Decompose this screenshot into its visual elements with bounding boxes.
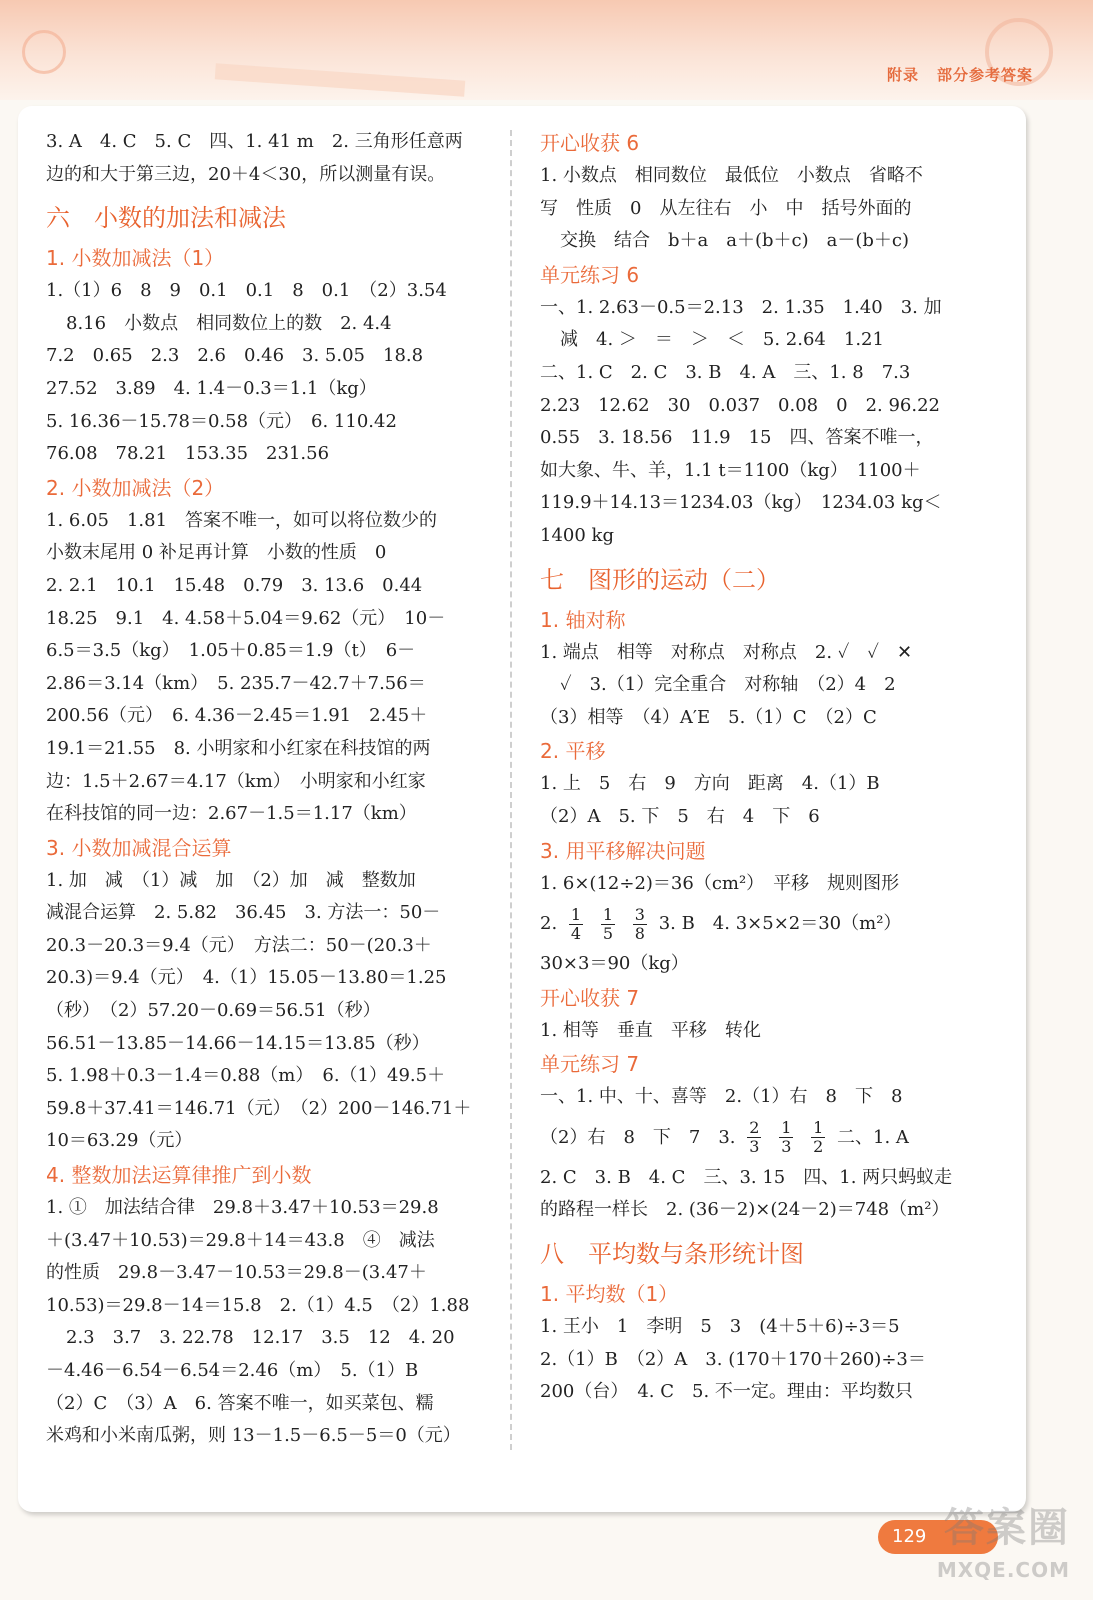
section-title: 2. 小数加减法（2） [46, 475, 225, 500]
text-line: 减 4. ＞ ＝ ＞ ＜ 5. 2.64 1.21 [560, 329, 884, 351]
text-line: －4.46－6.54－6.54＝2.46（m） 5.（1）B [46, 1360, 419, 1381]
section-title: 1. 平均数（1） [540, 1282, 679, 1307]
section-title: 4. 整数加法运算律推广到小数 [46, 1163, 312, 1188]
text-fragment: 3. B 4. 3×5×2＝30（m²） [658, 913, 902, 935]
text-line: 10.53)＝29.8－14＝15.8 2.（1）4.5 （2）1.88 [46, 1294, 470, 1316]
text-line: 76.08 78.21 153.35 231.56 [46, 443, 330, 465]
text-line: 1. 加 减 （1）减 加 （2）加 减 整数加 [46, 869, 416, 891]
text-line: 10＝63.29（元） [46, 1130, 193, 1152]
text-line: 27.52 3.89 4. 1.4－0.3＝1.1（kg） [46, 377, 377, 399]
text-line: 的路程一样长 2. (36－2)×(24－2)＝748（m²） [540, 1199, 950, 1221]
text-line: 20.3)＝9.4（元） 4.（1）15.05－13.80＝1.25 [46, 967, 447, 989]
header-appendix: 附录 [886, 66, 919, 84]
numerator: 1 [602, 904, 614, 924]
section-title: 开心收获 6 [540, 131, 640, 155]
text-line: 1. 端点 相等 对称点 对称点 2. ✓ ✓ ✕ [540, 641, 913, 663]
text-line: ✓ 3.（1）完全重合 对称轴 （2）4 2 [560, 674, 896, 696]
section-title: 3. 用平移解决问题 [540, 838, 706, 863]
text-line: 200（台） 4. C 5. 不一定。理由：平均数只 [540, 1381, 913, 1403]
text-line: 2.23 12.62 30 0.037 0.08 0 2. 96.22 [540, 394, 940, 416]
fraction [569, 906, 583, 943]
text-line: 5. 1.98＋0.3－1.4＝0.88（m） 6.（1）49.5＋ [46, 1065, 446, 1087]
header-band [0, 0, 1093, 100]
text-fragment: 二、1. A [837, 1126, 909, 1148]
watermark [900, 1500, 1070, 1590]
text-line: 1. 相等 垂直 平移 转化 [540, 1019, 761, 1041]
text-line: 1. 上 5 右 9 方向 距离 4.（1）B [540, 773, 880, 795]
text-line: 3. A 4. C 5. C 四、1. 41 m 2. 三角形任意两 [46, 131, 463, 152]
fraction-line [540, 1114, 980, 1162]
text-line: 20.3－20.3＝9.4（元） 方法二：50－(20.3＋ [46, 934, 432, 956]
watermark-logo: 答案圈 [944, 1505, 1070, 1551]
numerator: 2 [749, 1118, 760, 1138]
section-title: 单元练习 6 [540, 262, 640, 287]
denominator: 3 [781, 1137, 792, 1157]
text-line: （秒） （2）57.20－0.69＝56.51（秒） [46, 1000, 381, 1022]
denominator: 8 [634, 923, 645, 943]
text-line: 2.3 3.7 3. 22.78 12.17 3.5 12 4. 20 [66, 1327, 455, 1349]
text-line: 写 性质 0 从左往右 小 中 括号外面的 [540, 197, 912, 219]
text-line: 0.55 3. 18.56 11.9 15 四、答案不唯一， [540, 427, 934, 449]
denominator: 2 [813, 1137, 824, 1157]
text-fragment: 2. [540, 913, 558, 935]
text-line: 8.16 小数点 相同数位上的数 2. 4.4 [66, 312, 392, 334]
text-line: 的性质 29.8－3.47－10.53＝29.8－(3.47＋ [46, 1262, 427, 1284]
text-line: 减混合运算 2. 5.82 36.45 3. 方法一：50－ [46, 902, 441, 924]
text-line: 在科技馆的同一边：2.67－1.5＝1.17（km） [46, 803, 417, 825]
fraction [811, 1119, 825, 1156]
text-line: 边：1.5＋2.67＝4.17（km） 小明家和小红家 [46, 770, 426, 792]
denominator: 3 [749, 1137, 760, 1157]
text-line: 一、1. 2.63－0.5＝2.13 2. 1.35 1.40 3. 加 [540, 296, 942, 318]
text-fragment: （2）右 8 下 7 3. [540, 1126, 736, 1148]
page-header [887, 64, 1033, 85]
fraction [601, 906, 615, 943]
section-title: 单元练习 7 [540, 1052, 640, 1077]
numerator: 1 [570, 904, 582, 924]
fraction-line [540, 900, 980, 948]
section-title: 1. 小数加减法（1） [46, 246, 225, 271]
text-line: 18.25 9.1 4. 4.58＋5.04＝9.62（元） 10－ [46, 607, 446, 629]
text-line: 小数末尾用 0 补足再计算 小数的性质 0 [46, 542, 387, 564]
text-line: 1. 小数点 相同数位 最低位 小数点 省略不 [540, 165, 923, 186]
left-column [46, 126, 486, 1453]
header-title: 部分参考答案 [936, 66, 1033, 84]
text-line: 1. 王小 1 李明 5 3 (4＋5＋6)÷3＝5 [540, 1316, 900, 1338]
chapter-title: 八 平均数与条形统计图 [540, 1240, 804, 1269]
text-line: 1.（1）6 8 9 0.1 0.1 8 0.1 （2）3.54 [46, 280, 447, 302]
numerator: 3 [634, 904, 645, 924]
text-line: 2.（1）B （2）A 3. (170＋170＋260)÷3＝ [540, 1348, 926, 1370]
text-line: 200.56（元） 6. 4.36－2.45＝1.91 2.45＋ [46, 705, 428, 727]
fraction [747, 1119, 761, 1156]
text-line: 2. 2.1 10.1 15.48 0.79 3. 13.6 0.44 [46, 574, 423, 596]
right-column [540, 126, 980, 1409]
text-line: 1400 kg [540, 524, 614, 546]
column-divider [510, 130, 512, 1450]
text-line: 5. 16.36－15.78＝0.58（元） 6. 110.42 [46, 410, 397, 432]
text-line: 如大象、牛、羊，1.1 t＝1100（kg） 1100＋ [540, 459, 921, 481]
text-line: 19.1＝21.55 8. 小明家和小红家在科技馆的两 [46, 737, 431, 759]
text-line: 2.86＝3.14（km） 5. 235.7－42.7＋7.56＝ [46, 672, 426, 694]
page-number-badge: 129 [878, 1520, 998, 1554]
text-line: 交换 结合 b＋a a＋(b＋c) a－(b＋c) [560, 230, 910, 252]
text-line: 6.5＝3.5（kg） 1.05＋0.85＝1.9（t） 6－ [46, 640, 416, 662]
numerator: 1 [781, 1118, 792, 1138]
numerator: 1 [813, 1118, 824, 1138]
chapter-title: 七 图形的运动（二） [540, 565, 780, 594]
text-line: 56.51－13.85－14.66－14.15＝13.85（秒） [46, 1032, 430, 1054]
text-line: 米鸡和小米南瓜粥，则 13－1.5－6.5－5＝0（元） [46, 1425, 461, 1447]
fraction [633, 906, 647, 943]
denominator: 4 [570, 923, 582, 943]
text-line: 二、1. C 2. C 3. B 4. A 三、1. 8 7.3 [540, 361, 911, 383]
denominator: 5 [602, 923, 614, 943]
text-line: 59.8＋37.41＝146.71（元） （2）200－146.71＋ [46, 1097, 472, 1119]
text-line: 边的和大于第三边，20＋4＜30，所以测量有误。 [46, 163, 446, 185]
text-line: ＋(3.47＋10.53)＝29.8＋14＝43.8 ④ 减法 [46, 1229, 435, 1251]
section-title: 1. 轴对称 [540, 607, 626, 632]
section-title: 3. 小数加减混合运算 [46, 835, 232, 860]
text-line: 一、1. 中、十、喜等 2.（1）右 8 下 8 [540, 1086, 903, 1108]
text-line: 7.2 0.65 2.3 2.6 0.46 3. 5.05 18.8 [46, 345, 424, 367]
text-line: 1. ① 加法结合律 29.8＋3.47＋10.53＝29.8 [46, 1197, 439, 1219]
section-title: 开心收获 7 [540, 985, 640, 1010]
text-line: （2）A 5. 下 5 右 4 下 6 [540, 805, 820, 827]
text-line: 30×3＝90（kg） [540, 953, 689, 975]
text-line: 2. C 3. B 4. C 三、3. 15 四、1. 两只蚂蚁走 [540, 1166, 953, 1188]
fraction [779, 1119, 793, 1156]
text-line: 1. 6×(12÷2)＝36（cm²） 平移 规则图形 [540, 872, 900, 894]
text-line: 1. 6.05 1.81 答案不唯一，如可以将位数少的 [46, 509, 438, 531]
lightbulb-icon [22, 30, 66, 74]
text-line: （3）相等 （4）A′E 5.（1）C （2）C [540, 706, 877, 728]
text-line: （2）C （3）A 6. 答案不唯一，如买菜包、糯 [46, 1392, 434, 1414]
section-title: 2. 平移 [540, 739, 606, 764]
text-line: 119.9＋14.13＝1234.03（kg） 1234.03 kg＜ [540, 492, 942, 514]
chapter-title: 六 小数的加法和减法 [46, 204, 286, 233]
watermark-url: MXQE.COM [936, 1558, 1070, 1582]
